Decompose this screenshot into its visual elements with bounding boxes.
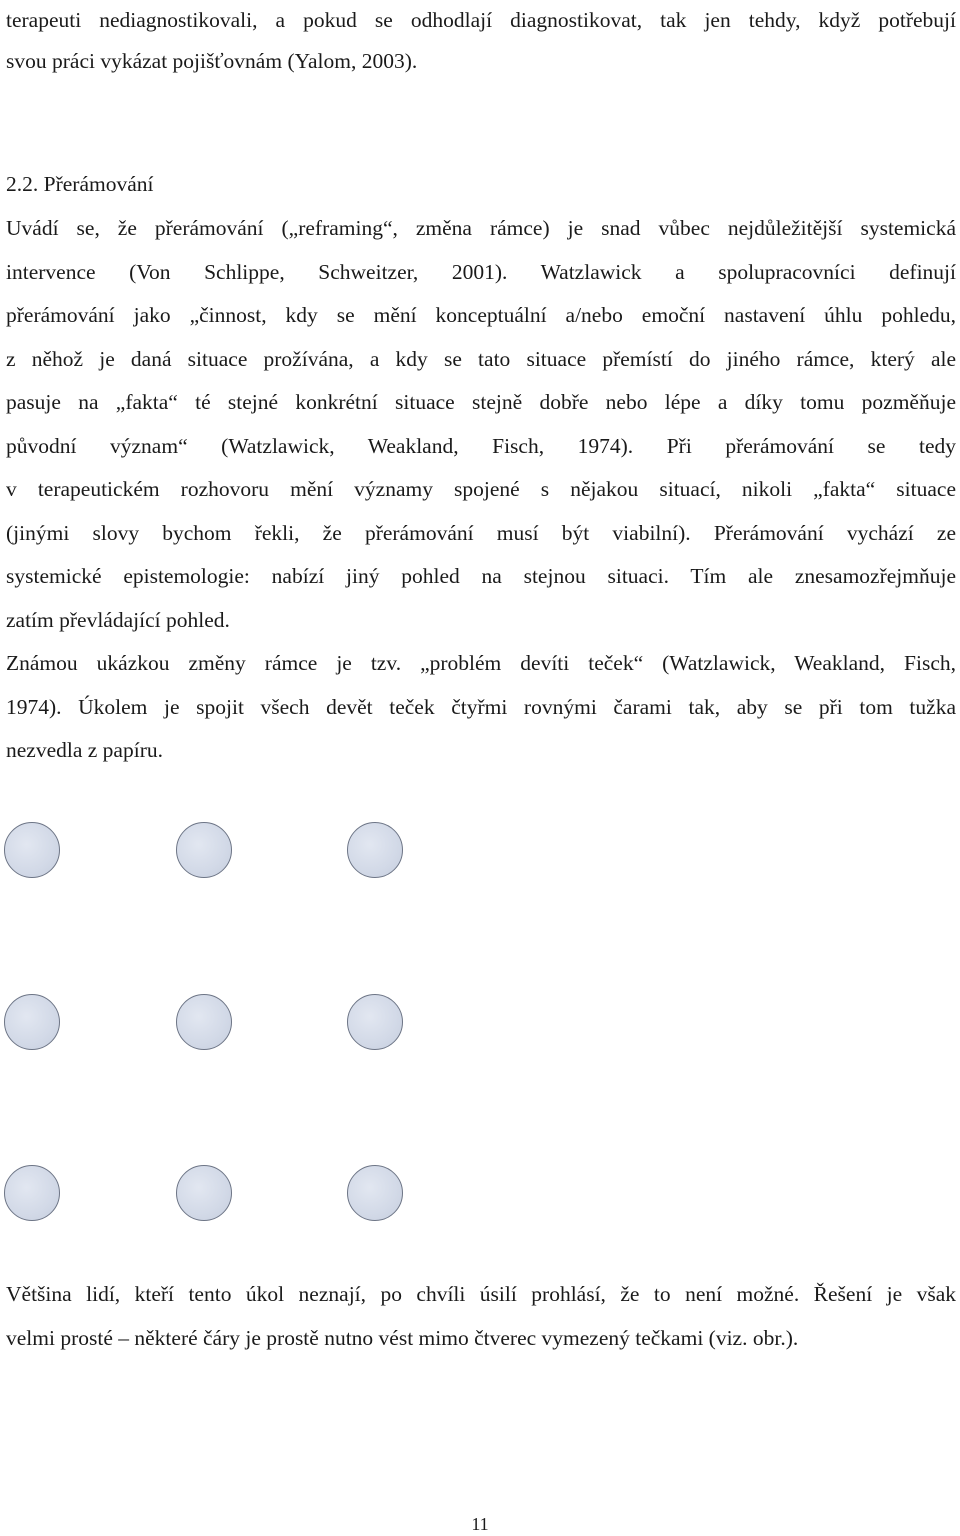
- text-line: velmi prosté – některé čáry je prostě nutno vést mimo čtverec vymezený tečkami (viz. obr.).: [6, 1325, 799, 1350]
- text-line: svou práci vykázat pojišťovnám (Yalom, 2003).: [6, 49, 418, 73]
- dot: [176, 1165, 232, 1221]
- page-number: 11: [471, 1514, 489, 1534]
- intro-paragraph: [6, 0, 956, 82]
- text-line: nezvedla z papíru.: [6, 738, 163, 762]
- dot: [4, 822, 60, 878]
- dot: [347, 1165, 403, 1221]
- nine-dots-figure: [0, 810, 960, 1250]
- text-line: systemické epistemologie: nabízí jiný pohled na stejnou situaci. Tím ale znesamozřejmňuje: [6, 564, 956, 588]
- dot: [347, 822, 403, 878]
- text-line: Známou ukázkou změny rámce je tzv. „problém devíti teček“ (Watzlawick, Weakland, Fisch,: [6, 651, 956, 675]
- paragraph-reframing-definition: [6, 207, 956, 642]
- dot: [347, 994, 403, 1050]
- outro-paragraph: [6, 1273, 956, 1360]
- text-line: terapeuti nediagnostikovali, a pokud se odhodlají diagnostikovat, tak jen tehdy, když potřebují: [6, 8, 956, 32]
- text-line: v terapeutickém rozhovoru mění významy spojené s nějakou situací, nikoli „fakta“ situace: [6, 477, 956, 501]
- text-line: pasuje na „fakta“ té stejné konkrétní situace stejně dobře nebo lépe a díky tomu pozměňuje: [6, 390, 956, 414]
- dot: [176, 994, 232, 1050]
- section-reframing: [6, 162, 956, 773]
- text-line: z něhož je daná situace prožívána, a kdy se tato situace přemístí do jiného rámce, který ale: [6, 346, 956, 371]
- text-line: Většina lidí, kteří tento úkol neznají, po chvíli úsilí prohlásí, že to není možné. Řešení je však: [6, 1282, 956, 1306]
- text-line: přerámování jako „činnost, kdy se mění konceptuální a/nebo emoční nastavení úhlu pohledu,: [6, 303, 956, 327]
- text-line: 1974). Úkolem je spojit všech devět teček čtyřmi rovnými čarami tak, aby se při tom tužka: [6, 694, 956, 719]
- dot: [4, 994, 60, 1050]
- paragraph-nine-dots-problem: [6, 642, 956, 773]
- text-line: zatím převládající pohled.: [6, 607, 230, 632]
- text-line: intervence (Von Schlippe, Schweitzer, 2001). Watzlawick a spolupracovníci definují: [6, 259, 956, 284]
- text-line: Uvádí se, že přerámování („reframing“, změna rámce) je snad vůbec nejdůležitější systemická: [6, 216, 956, 240]
- section-heading: 2.2. Přerámování: [6, 172, 154, 196]
- dot: [4, 1165, 60, 1221]
- text-line: (jinými slovy bychom řekli, že přerámování musí být viabilní). Přerámování vychází ze: [6, 520, 956, 545]
- text-line: původní význam“ (Watzlawick, Weakland, Fisch, 1974). Při přerámování se tedy: [6, 433, 956, 458]
- dot: [176, 822, 232, 878]
